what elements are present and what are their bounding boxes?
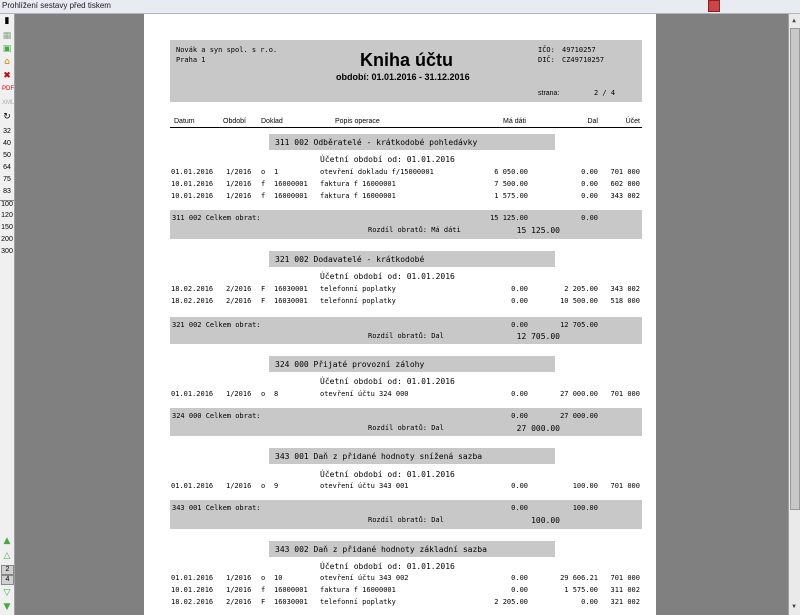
row-dal: 0.00: [581, 168, 598, 176]
zoom-level[interactable]: 120: [1, 212, 13, 219]
ico-label: IČO:: [538, 46, 555, 54]
row-dal: 0.00: [581, 598, 598, 606]
scroll-up-icon[interactable]: ▲: [792, 17, 796, 24]
report-page: [144, 14, 656, 615]
total-dal: 27 000.00: [560, 412, 598, 420]
dic-value: CZ49710257: [562, 56, 605, 64]
col-dal: Dal: [587, 118, 598, 125]
scroll-down-icon[interactable]: ▼: [792, 603, 796, 610]
row-obdobi: 1/2016: [226, 482, 252, 490]
company-city: Praha 1: [176, 56, 206, 64]
row-ma: 6 050.00: [494, 168, 528, 176]
total-dal: 0.00: [581, 214, 598, 222]
row-doklad: 16030001: [274, 285, 308, 293]
row-doklad: 9: [274, 482, 279, 490]
row-popis: otevření účtu 343 002: [320, 574, 409, 582]
last-page-icon[interactable]: ▼: [3, 602, 11, 612]
diff-label: Rozdíl obratů: Dal: [368, 424, 444, 432]
excel-icon[interactable]: ✖: [3, 71, 11, 81]
row-ucet: 343 002: [610, 192, 640, 200]
row-ucet: 311 002: [610, 586, 640, 594]
page-number: 2 / 4: [594, 89, 616, 97]
row-dal: 100.00: [572, 482, 598, 490]
period-start: Účetní období od: 01.01.2016: [320, 272, 455, 281]
col-ma-dati: Má dáti: [503, 118, 526, 125]
row-date: 10.01.2016: [171, 180, 214, 188]
diff-label: Rozdíl obratů: Dal: [368, 332, 444, 340]
diff-value: 100.00: [531, 516, 560, 525]
window-titlebar: [0, 0, 800, 14]
row-date: 18.02.2016: [171, 598, 214, 606]
account-header: 343 001 Daň z přidané hodnoty snížená sazba: [275, 452, 483, 461]
total-dal: 12 705.00: [560, 321, 598, 329]
ico-value: 49710257: [562, 46, 596, 54]
row-ma: 2 205.00: [494, 598, 528, 606]
row-obdobi: 2/2016: [226, 598, 252, 606]
close-icon[interactable]: [708, 0, 720, 12]
first-page-icon[interactable]: ▲: [3, 536, 11, 546]
diff-label: Rozdíl obratů: Má dáti: [368, 226, 461, 234]
window-title: Prohlížení sestavy před tiskem: [2, 1, 111, 10]
print-icon[interactable]: ▮: [4, 16, 10, 26]
row-date: 01.01.2016: [171, 390, 214, 398]
row-doklad: 16000001: [274, 192, 308, 200]
period-start: Účetní období od: 01.01.2016: [320, 377, 455, 386]
diff-value: 12 705.00: [516, 332, 560, 341]
row-date: 01.01.2016: [171, 168, 214, 176]
row-date: 18.02.2016: [171, 285, 214, 293]
export-icon[interactable]: ▣: [2, 44, 12, 54]
diff-value: 27 000.00: [516, 424, 560, 433]
zoom-level[interactable]: 200: [1, 236, 13, 243]
col-datum: Datum: [174, 118, 195, 125]
row-obdobi: 1/2016: [226, 192, 252, 200]
account-header: 343 002 Daň z přidané hodnoty základní sazba: [275, 545, 487, 554]
row-type: F: [261, 598, 266, 606]
refresh-icon[interactable]: ↻: [3, 112, 11, 122]
row-dal: 0.00: [581, 180, 598, 188]
total-label: 324 000 Celkem obrat:: [172, 412, 261, 420]
row-ucet: 343 002: [610, 285, 640, 293]
header-rule: [170, 127, 642, 128]
row-ma: 1 575.00: [494, 192, 528, 200]
row-ma: 0.00: [511, 574, 528, 582]
row-popis: otevření účtu 343 001: [320, 482, 409, 490]
row-popis: telefonní poplatky: [320, 297, 396, 305]
xml-icon[interactable]: XML: [2, 100, 15, 106]
col-popis: Popis operace: [335, 118, 380, 125]
row-doklad: 16000001: [274, 180, 308, 188]
total-ma: 15 125.00: [490, 214, 528, 222]
page-title: Kniha účtu: [360, 50, 453, 70]
row-ucet: 701 000: [610, 574, 640, 582]
col-doklad: Doklad: [261, 118, 283, 125]
row-popis: telefonní poplatky: [320, 598, 396, 606]
total-dal: 100.00: [572, 504, 598, 512]
row-doklad: 8: [274, 390, 279, 398]
scroll-thumb[interactable]: [790, 28, 800, 510]
row-popis: faktura f 16000001: [320, 192, 396, 200]
total-label: 311 002 Celkem obrat:: [172, 214, 261, 222]
zoom-level[interactable]: 83: [3, 188, 11, 195]
row-type: F: [261, 297, 266, 305]
row-dal: 27 000.00: [560, 390, 598, 398]
zoom-level[interactable]: 300: [1, 248, 13, 255]
row-date: 01.01.2016: [171, 482, 214, 490]
zoom-level[interactable]: 64: [3, 164, 11, 171]
zoom-level[interactable]: 75: [3, 176, 11, 183]
row-date: 10.01.2016: [171, 192, 214, 200]
page-label: strana:: [538, 90, 560, 97]
report-period: období: 01.01.2016 - 31.12.2016: [336, 72, 470, 82]
row-ucet: 518 000: [610, 297, 640, 305]
row-popis: faktura f 16000001: [320, 586, 396, 594]
current-page: 2: [1, 565, 14, 575]
row-ucet: 701 000: [610, 390, 640, 398]
row-type: f: [261, 586, 266, 594]
vertical-scrollbar[interactable]: [788, 14, 800, 615]
page-setup-icon[interactable]: ▦: [2, 31, 12, 41]
row-ma: 0.00: [511, 390, 528, 398]
row-dal: 2 205.00: [564, 285, 598, 293]
row-date: 10.01.2016: [171, 586, 214, 594]
row-obdobi: 1/2016: [226, 574, 252, 582]
row-ucet: 701 000: [610, 482, 640, 490]
row-ucet: 321 002: [610, 598, 640, 606]
prev-page-icon[interactable]: △: [3, 551, 11, 561]
row-obdobi: 1/2016: [226, 390, 252, 398]
row-ma: 0.00: [511, 586, 528, 594]
total-ma: 0.00: [511, 412, 528, 420]
row-ma: 0.00: [511, 285, 528, 293]
col-obdobi: Období: [223, 118, 246, 125]
total-pages: 4: [1, 575, 14, 585]
row-popis: otevření účtu 324 000: [320, 390, 409, 398]
col-ucet: Účet: [625, 118, 640, 125]
dic-label: DIČ:: [538, 56, 555, 64]
next-page-icon[interactable]: ▽: [3, 588, 11, 598]
row-ma: 0.00: [511, 482, 528, 490]
row-doklad: 16030001: [274, 598, 308, 606]
row-ma: 7 500.00: [494, 180, 528, 188]
total-label: 343 001 Celkem obrat:: [172, 504, 261, 512]
row-type: o: [261, 482, 266, 490]
row-dal: 0.00: [581, 192, 598, 200]
company-name: Novák a syn spol. s r.o.: [176, 46, 278, 54]
row-obdobi: 1/2016: [226, 168, 252, 176]
period-start: Účetní období od: 01.01.2016: [320, 155, 455, 164]
home-icon[interactable]: ⌂: [4, 57, 10, 67]
account-header: 311 002 Odběratelé - krátkodobé pohledávky: [275, 138, 478, 147]
row-popis: otevření dokladu f/15000001: [320, 168, 434, 176]
zoom-level[interactable]: 100: [1, 201, 13, 208]
period-start: Účetní období od: 01.01.2016: [320, 470, 455, 479]
row-popis: faktura f 16000001: [320, 180, 396, 188]
row-type: F: [261, 285, 266, 293]
row-popis: telefonní poplatky: [320, 285, 396, 293]
row-type: f: [261, 192, 266, 200]
row-type: o: [261, 574, 266, 582]
row-obdobi: 1/2016: [226, 180, 252, 188]
period-start: Účetní období od: 01.01.2016: [320, 562, 455, 571]
row-doklad: 16000001: [274, 586, 308, 594]
row-ucet: 602 000: [610, 180, 640, 188]
zoom-level[interactable]: 32: [3, 128, 11, 135]
zoom-level[interactable]: 150: [1, 224, 13, 231]
pdf-icon[interactable]: PDF: [2, 86, 14, 92]
row-obdobi: 2/2016: [226, 285, 252, 293]
row-dal: 29 606.21: [560, 574, 598, 582]
row-type: o: [261, 390, 266, 398]
row-doklad: 10: [274, 574, 283, 582]
row-date: 01.01.2016: [171, 574, 214, 582]
diff-label: Rozdíl obratů: Dal: [368, 516, 444, 524]
row-type: f: [261, 180, 266, 188]
row-type: o: [261, 168, 266, 176]
left-toolbar: [0, 14, 15, 615]
zoom-level[interactable]: 40: [3, 140, 11, 147]
diff-value: 15 125.00: [516, 226, 560, 235]
row-doklad: 16030001: [274, 297, 308, 305]
total-ma: 0.00: [511, 321, 528, 329]
row-obdobi: 1/2016: [226, 586, 252, 594]
row-ucet: 701 000: [610, 168, 640, 176]
row-doklad: 1: [274, 168, 279, 176]
row-obdobi: 2/2016: [226, 297, 252, 305]
row-ma: 0.00: [511, 297, 528, 305]
row-dal: 10 500.00: [560, 297, 598, 305]
account-header: 324 000 Přijaté provozní zálohy: [275, 360, 425, 369]
row-dal: 1 575.00: [564, 586, 598, 594]
account-header: 321 002 Dodavatelé - krátkodobé: [275, 255, 425, 264]
zoom-level[interactable]: 50: [3, 152, 11, 159]
total-ma: 0.00: [511, 504, 528, 512]
total-label: 321 002 Celkem obrat:: [172, 321, 261, 329]
row-date: 18.02.2016: [171, 297, 214, 305]
